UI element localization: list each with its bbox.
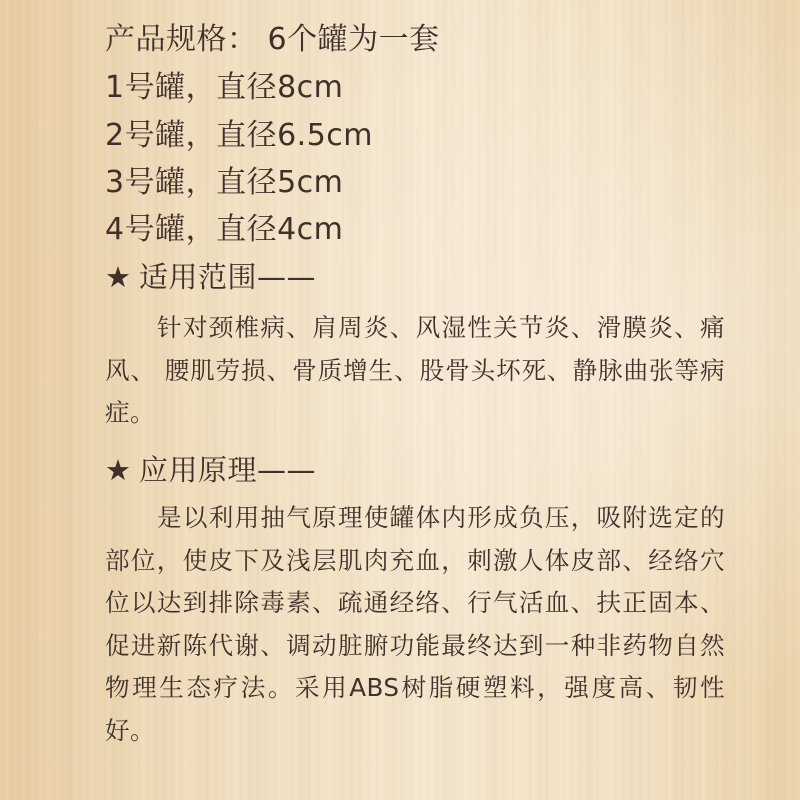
principle-heading: 应用原理—— <box>139 453 317 487</box>
jar-spec-4: 4号罐，直径4cm <box>105 212 344 247</box>
jar-spec-3: 3号罐，直径5cm <box>105 165 344 200</box>
spec-title: 产品规格： 6个罐为一套 <box>105 22 440 57</box>
principle-paragraph: 是以利用抽气原理使罐体内形成负压，吸附选定的部位，使皮下及浅层肌肉充血，刺激人体皮部、经络穴位以达到排除毒素、疏通经络、行气活血、扶正固本、促进新陈代谢、调动脏腑功能最终达到一种非药物自然物理生态疗法。采用ABS树脂硬塑料，强度高、韧性好。 <box>105 503 725 745</box>
scope-paragraph: 针对颈椎病、肩周炎、风湿性关节炎、滑膜炎、痛风、 腰肌劳损、骨质增生、股骨头坏死、静脉曲张等病症。 <box>105 313 725 427</box>
star-icon: ★ <box>105 453 132 487</box>
jar-spec-2: 2号罐，直径6.5cm <box>105 118 374 153</box>
star-icon: ★ <box>105 260 132 294</box>
jar-spec-1: 1号罐，直径8cm <box>105 70 344 105</box>
scope-heading: 适用范围—— <box>139 260 317 294</box>
scope-heading-row <box>105 257 316 297</box>
principle-heading-row <box>105 450 316 490</box>
